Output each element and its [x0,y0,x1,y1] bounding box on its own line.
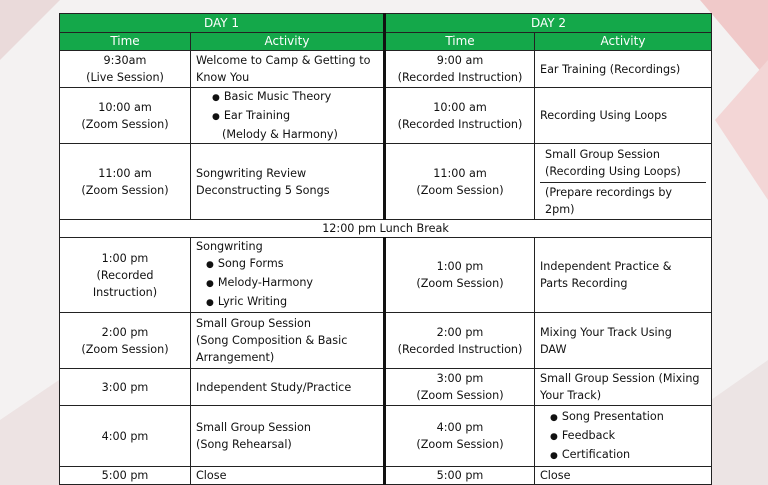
session-text: (Zoom Session) [81,342,169,356]
day1-activity-cell: Independent Study/Practice [191,369,385,406]
session-text: (Recorded [96,268,154,282]
activity-text: (Song Composition & Basic [196,334,348,347]
day1-activity-cell [191,144,385,220]
day1-time-cell: 3:00 pm [60,369,191,406]
session-text: Instruction) [92,285,158,299]
day2-activity-header: Activity [535,33,712,51]
session-text: (Zoom Session) [416,183,504,197]
time-text: 2:00 pm [101,325,149,339]
time-text: 10:00 am [433,100,487,114]
activity-text: DAW [540,342,567,356]
session-text: (Zoom Session) [416,389,504,402]
session-text: (Zoom Session) [81,117,169,131]
activity-text: Your Track) [540,389,602,402]
day2-time-cell [385,88,535,144]
day1-time-cell [60,88,191,144]
time-text: 10:00 am [98,100,152,114]
day1-activity-header: Activity [191,33,385,51]
time-text: 2:00 pm [436,325,484,339]
deadline-note: (Prepare recordings by 2pm) [545,186,673,216]
session-text: (Recorded Instruction) [397,117,523,131]
table-row [60,88,712,144]
session-text: (Zoom Session) [416,277,504,290]
day2-time-cell: 5:00 pm [385,467,535,485]
day2-time-cell [385,144,535,220]
time-text: 4:00 pm [436,421,484,434]
table-row [60,369,712,406]
time-text: 9:00 am [436,54,484,67]
session-text: (Live Session) [86,71,164,84]
day1-activity-cell [191,88,385,144]
day-header-row [60,14,712,33]
table-row [60,313,712,369]
session-text: (Zoom Session) [416,438,504,451]
day2-activity-cell [535,144,712,220]
column-header-row [60,33,712,51]
bullet-item: ● Lyric Writing [196,293,378,312]
activity-text: Independent Practice & [540,260,672,273]
day2-activity-cell [535,406,712,467]
bullet-item: ● Ear Training [196,107,378,126]
day2-activity-cell: Ear Training (Recordings) [535,51,712,88]
time-text: 11:00 am [433,166,487,180]
day2-activity-cell: Close [535,467,712,485]
day1-time-cell [60,313,191,369]
day1-time-cell: 5:00 pm [60,467,191,485]
day2-activity-cell [535,238,712,313]
day1-time-header: Time [60,33,191,51]
day2-time-cell [385,369,535,406]
day1-activity-cell: Close [191,467,385,485]
session-text: (Zoom Session) [81,183,169,197]
session-text: (Recorded Instruction) [397,71,523,84]
day2-activity-cell [535,313,712,369]
time-text: 9:30am [103,54,147,67]
table-row [60,144,712,220]
bullet-item: ● Melody-Harmony [196,274,378,293]
day2-activity-cell [535,369,712,406]
day2-time-cell [385,238,535,313]
day2-activity-cell: Recording Using Loops [535,88,712,144]
activity-text: Mixing Your Track Using [540,325,672,339]
activity-text: Songwriting Review [196,166,307,180]
day2-time-cell [385,313,535,369]
day1-time-cell [60,51,191,88]
time-text: 1:00 pm [101,251,149,265]
day2-time-cell [385,51,535,88]
activity-text: (Recording Using Loops) [545,165,681,178]
day2-time-header: Time [385,33,535,51]
activity-text: Know You [196,71,250,84]
day1-header: DAY 1 [60,14,385,33]
camp-schedule-table [59,13,712,485]
day1-activity-cell [191,238,385,313]
table-row [60,51,712,88]
day2-time-cell [385,406,535,467]
bullet-item: ● Basic Music Theory [196,88,378,107]
day1-time-cell [60,238,191,313]
day1-activity-cell [191,406,385,467]
activity-text: Songwriting [196,240,263,253]
day1-activity-cell [191,51,385,88]
day1-time-cell [60,144,191,220]
table-row [60,238,712,313]
lunch-row [60,220,712,238]
activity-text: Small Group Session (Mixing [540,372,700,385]
bullet-item: ● Song Presentation [540,408,706,427]
day2-header: DAY 2 [385,14,712,33]
activity-text: Welcome to Camp & Getting to [196,54,371,67]
activity-block [540,144,706,183]
activity-text: Small Group Session [545,148,660,161]
activity-text: Small Group Session [196,421,311,434]
bullet-item: ● Feedback [540,427,706,446]
activity-text: Small Group Session [196,317,311,330]
day1-activity-cell [191,313,385,369]
table-row [60,467,712,485]
time-text: 3:00 pm [436,372,484,385]
activity-text: (Song Rehearsal) [196,438,292,451]
day1-time-cell: 4:00 pm [60,406,191,467]
time-text: 1:00 pm [436,260,484,273]
time-text: 11:00 am [98,166,152,180]
bullet-item: ● Certification [540,446,706,465]
table-row [60,406,712,467]
lunch-break-label: 12:00 pm Lunch Break [60,220,712,238]
activity-text: (Melody & Harmony) [222,128,338,141]
activity-text: Deconstructing 5 Songs [196,183,330,197]
activity-text: Arrangement) [196,351,275,364]
activity-text: Parts Recording [540,277,628,290]
session-text: (Recorded Instruction) [397,342,523,356]
bullet-item: ● Song Forms [196,255,378,274]
